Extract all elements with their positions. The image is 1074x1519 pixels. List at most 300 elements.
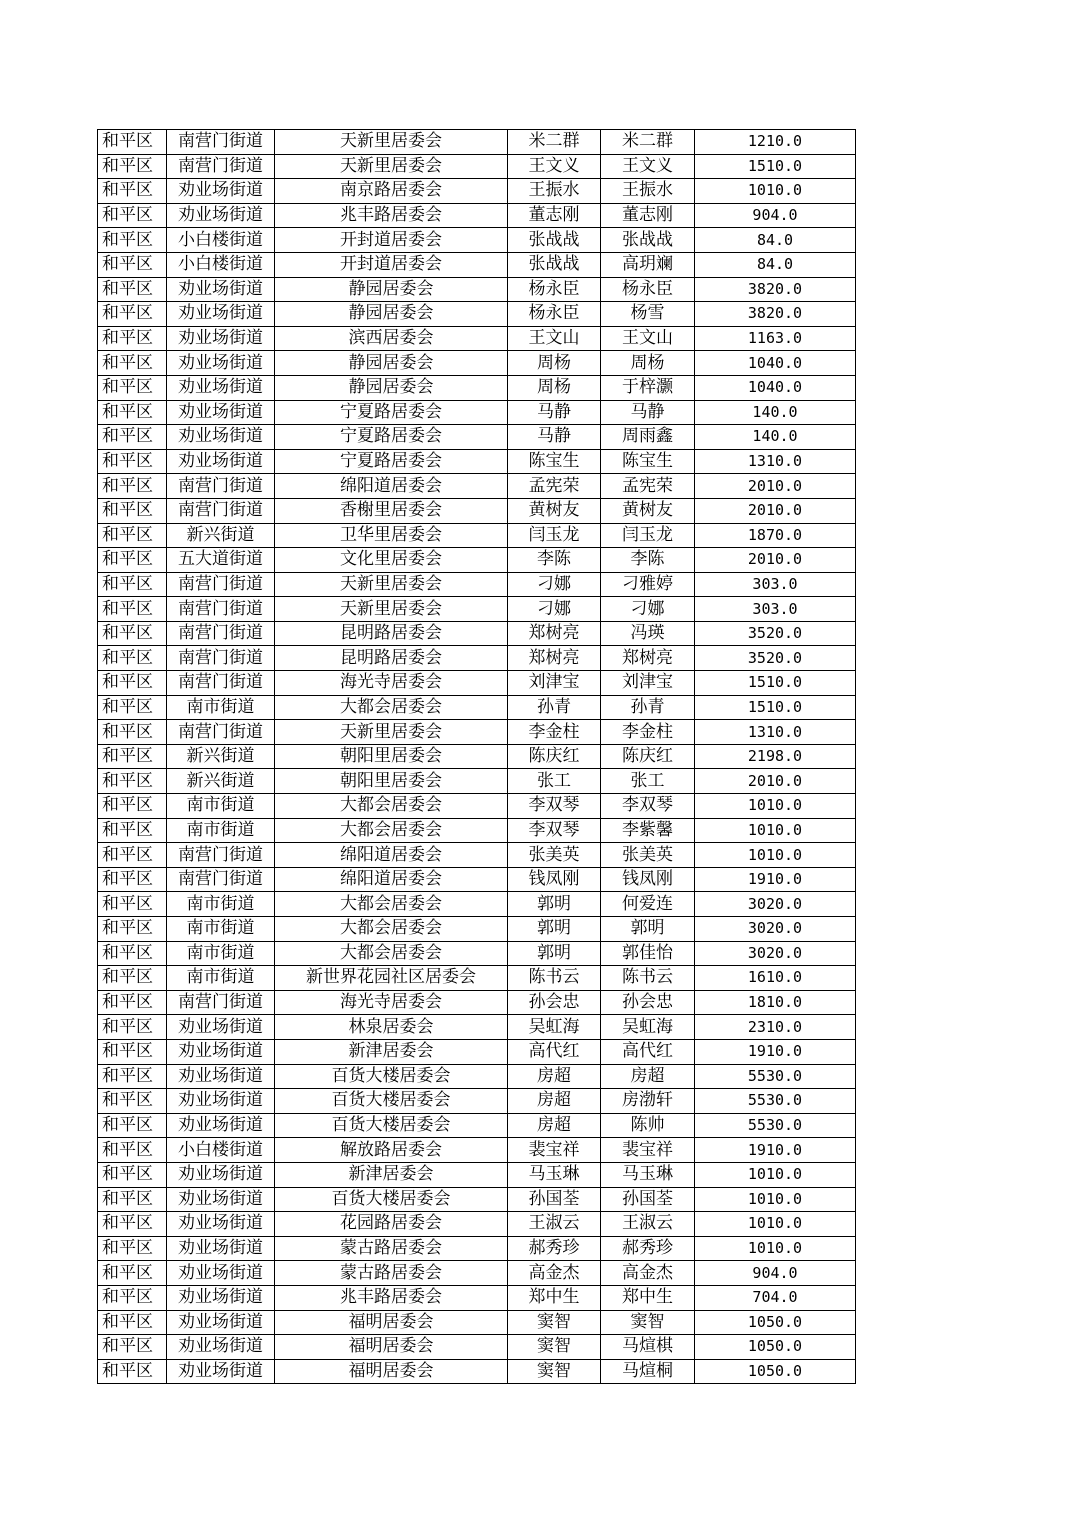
member-cell: 孙国荃	[601, 1187, 695, 1212]
committee-cell: 新世界花园社区居委会	[275, 966, 508, 991]
district-cell: 和平区	[98, 1113, 167, 1138]
district-cell: 和平区	[98, 720, 167, 745]
householder-cell: 张工	[508, 769, 601, 794]
district-cell: 和平区	[98, 1212, 167, 1237]
table-row	[98, 621, 856, 646]
committee-cell: 大都会居委会	[275, 794, 508, 819]
amount-cell: 904.0	[695, 1261, 856, 1286]
amount-cell: 140.0	[695, 425, 856, 450]
committee-cell: 天新里居委会	[275, 130, 508, 155]
table-row	[98, 818, 856, 843]
district-cell: 和平区	[98, 1187, 167, 1212]
table-row	[98, 769, 856, 794]
householder-cell: 李双琴	[508, 818, 601, 843]
member-cell: 郑树亮	[601, 646, 695, 671]
table-row	[98, 572, 856, 597]
table-row	[98, 1261, 856, 1286]
committee-cell: 百货大楼居委会	[275, 1187, 508, 1212]
amount-cell: 2010.0	[695, 769, 856, 794]
district-cell: 和平区	[98, 572, 167, 597]
householder-cell: 陈庆红	[508, 744, 601, 769]
district-cell: 和平区	[98, 818, 167, 843]
district-cell: 和平区	[98, 892, 167, 917]
district-cell: 和平区	[98, 1261, 167, 1286]
table-row	[98, 744, 856, 769]
member-cell: 董志刚	[601, 203, 695, 228]
committee-cell: 昆明路居委会	[275, 621, 508, 646]
district-cell: 和平区	[98, 375, 167, 400]
amount-cell: 3020.0	[695, 917, 856, 942]
table-row	[98, 1015, 856, 1040]
committee-cell: 蒙古路居委会	[275, 1236, 508, 1261]
member-cell: 陈庆红	[601, 744, 695, 769]
street-cell: 南市街道	[167, 794, 275, 819]
district-cell: 和平区	[98, 843, 167, 868]
district-cell: 和平区	[98, 990, 167, 1015]
amount-cell: 704.0	[695, 1285, 856, 1310]
householder-cell: 李陈	[508, 548, 601, 573]
table-row	[98, 695, 856, 720]
member-cell: 王淑云	[601, 1212, 695, 1237]
amount-cell: 3820.0	[695, 302, 856, 327]
member-cell: 陈帅	[601, 1113, 695, 1138]
street-cell: 劝业场街道	[167, 203, 275, 228]
committee-cell: 开封道居委会	[275, 228, 508, 253]
district-cell: 和平区	[98, 400, 167, 425]
district-cell: 和平区	[98, 154, 167, 179]
member-cell: 吴虹海	[601, 1015, 695, 1040]
district-cell: 和平区	[98, 769, 167, 794]
amount-cell: 303.0	[695, 597, 856, 622]
member-cell: 周杨	[601, 351, 695, 376]
street-cell: 南市街道	[167, 695, 275, 720]
street-cell: 劝业场街道	[167, 425, 275, 450]
district-cell: 和平区	[98, 1039, 167, 1064]
district-cell: 和平区	[98, 1335, 167, 1360]
district-cell: 和平区	[98, 1089, 167, 1114]
table-row	[98, 867, 856, 892]
district-cell: 和平区	[98, 1236, 167, 1261]
table-row	[98, 794, 856, 819]
table-row	[98, 474, 856, 499]
householder-cell: 郑树亮	[508, 621, 601, 646]
member-cell: 闫玉龙	[601, 523, 695, 548]
amount-cell: 1050.0	[695, 1335, 856, 1360]
amount-cell: 2010.0	[695, 548, 856, 573]
street-cell: 南营门街道	[167, 720, 275, 745]
member-cell: 孟宪荣	[601, 474, 695, 499]
committee-cell: 福明居委会	[275, 1335, 508, 1360]
street-cell: 五大道街道	[167, 548, 275, 573]
street-cell: 南营门街道	[167, 867, 275, 892]
committee-cell: 滨西居委会	[275, 326, 508, 351]
street-cell: 新兴街道	[167, 744, 275, 769]
member-cell: 裴宝祥	[601, 1138, 695, 1163]
committee-cell: 静园居委会	[275, 277, 508, 302]
amount-cell: 1010.0	[695, 1187, 856, 1212]
district-cell: 和平区	[98, 917, 167, 942]
table-row	[98, 1212, 856, 1237]
householder-cell: 马静	[508, 400, 601, 425]
householder-cell: 闫玉龙	[508, 523, 601, 548]
street-cell: 南营门街道	[167, 154, 275, 179]
district-cell: 和平区	[98, 130, 167, 155]
street-cell: 劝业场街道	[167, 1310, 275, 1335]
table-row	[98, 1089, 856, 1114]
table-row	[98, 892, 856, 917]
amount-cell: 3520.0	[695, 646, 856, 671]
member-cell: 高代红	[601, 1039, 695, 1064]
street-cell: 劝业场街道	[167, 1212, 275, 1237]
table-row	[98, 203, 856, 228]
table-row	[98, 843, 856, 868]
district-cell: 和平区	[98, 867, 167, 892]
householder-cell: 李双琴	[508, 794, 601, 819]
street-cell: 南营门街道	[167, 572, 275, 597]
householder-cell: 孙青	[508, 695, 601, 720]
member-cell: 周雨鑫	[601, 425, 695, 450]
table-row	[98, 1335, 856, 1360]
amount-cell: 84.0	[695, 252, 856, 277]
district-cell: 和平区	[98, 449, 167, 474]
committee-cell: 绵阳道居委会	[275, 474, 508, 499]
district-cell: 和平区	[98, 228, 167, 253]
member-cell: 郝秀珍	[601, 1236, 695, 1261]
householder-cell: 张战战	[508, 228, 601, 253]
street-cell: 劝业场街道	[167, 302, 275, 327]
member-cell: 王文义	[601, 154, 695, 179]
householder-cell: 张战战	[508, 252, 601, 277]
committee-cell: 天新里居委会	[275, 154, 508, 179]
street-cell: 劝业场街道	[167, 1261, 275, 1286]
committee-cell: 静园居委会	[275, 375, 508, 400]
committee-cell: 蒙古路居委会	[275, 1261, 508, 1286]
district-cell: 和平区	[98, 1015, 167, 1040]
street-cell: 南市街道	[167, 917, 275, 942]
street-cell: 劝业场街道	[167, 400, 275, 425]
householder-cell: 马静	[508, 425, 601, 450]
amount-cell: 3020.0	[695, 892, 856, 917]
table-row	[98, 425, 856, 450]
district-cell: 和平区	[98, 794, 167, 819]
amount-cell: 1310.0	[695, 720, 856, 745]
committee-cell: 海光寺居委会	[275, 990, 508, 1015]
amount-cell: 1610.0	[695, 966, 856, 991]
street-cell: 劝业场街道	[167, 326, 275, 351]
amount-cell: 1910.0	[695, 867, 856, 892]
district-cell: 和平区	[98, 1064, 167, 1089]
householder-cell: 孙国荃	[508, 1187, 601, 1212]
member-cell: 张战战	[601, 228, 695, 253]
street-cell: 南营门街道	[167, 990, 275, 1015]
street-cell: 劝业场街道	[167, 179, 275, 204]
householder-cell: 李金柱	[508, 720, 601, 745]
street-cell: 南市街道	[167, 892, 275, 917]
table-row	[98, 1187, 856, 1212]
district-cell: 和平区	[98, 523, 167, 548]
member-cell: 张工	[601, 769, 695, 794]
member-cell: 马煊棋	[601, 1335, 695, 1360]
table-row	[98, 1359, 856, 1384]
member-cell: 高玥斓	[601, 252, 695, 277]
committee-cell: 朝阳里居委会	[275, 769, 508, 794]
amount-cell: 1210.0	[695, 130, 856, 155]
street-cell: 劝业场街道	[167, 1064, 275, 1089]
committee-cell: 兆丰路居委会	[275, 1285, 508, 1310]
street-cell: 南市街道	[167, 941, 275, 966]
table-row	[98, 449, 856, 474]
table-row	[98, 252, 856, 277]
amount-cell: 1163.0	[695, 326, 856, 351]
district-cell: 和平区	[98, 425, 167, 450]
member-cell: 马静	[601, 400, 695, 425]
committee-cell: 宁夏路居委会	[275, 400, 508, 425]
committee-cell: 花园路居委会	[275, 1212, 508, 1237]
member-cell: 马煊桐	[601, 1359, 695, 1384]
district-cell: 和平区	[98, 597, 167, 622]
amount-cell: 1040.0	[695, 351, 856, 376]
street-cell: 南营门街道	[167, 621, 275, 646]
amount-cell: 1510.0	[695, 671, 856, 696]
amount-cell: 2010.0	[695, 498, 856, 523]
amount-cell: 84.0	[695, 228, 856, 253]
table-row	[98, 154, 856, 179]
householder-cell: 孟宪荣	[508, 474, 601, 499]
member-cell: 孙青	[601, 695, 695, 720]
amount-cell: 1010.0	[695, 179, 856, 204]
member-cell: 马玉琳	[601, 1162, 695, 1187]
member-cell: 高金杰	[601, 1261, 695, 1286]
householder-cell: 裴宝祥	[508, 1138, 601, 1163]
street-cell: 小白楼街道	[167, 252, 275, 277]
member-cell: 郑中生	[601, 1285, 695, 1310]
table-row	[98, 917, 856, 942]
amount-cell: 5530.0	[695, 1089, 856, 1114]
table-row	[98, 498, 856, 523]
amount-cell: 5530.0	[695, 1113, 856, 1138]
householder-cell: 黄树友	[508, 498, 601, 523]
householder-cell: 王文义	[508, 154, 601, 179]
member-cell: 冯瑛	[601, 621, 695, 646]
district-cell: 和平区	[98, 498, 167, 523]
street-cell: 南营门街道	[167, 474, 275, 499]
householder-cell: 陈书云	[508, 966, 601, 991]
householder-cell: 郑树亮	[508, 646, 601, 671]
committee-cell: 大都会居委会	[275, 917, 508, 942]
member-cell: 陈书云	[601, 966, 695, 991]
amount-cell: 1050.0	[695, 1359, 856, 1384]
householder-cell: 杨永臣	[508, 277, 601, 302]
householder-cell: 窦智	[508, 1335, 601, 1360]
table-row	[98, 400, 856, 425]
amount-cell: 1010.0	[695, 794, 856, 819]
householder-cell: 房超	[508, 1089, 601, 1114]
table-row	[98, 1039, 856, 1064]
amount-cell: 303.0	[695, 572, 856, 597]
committee-cell: 林泉居委会	[275, 1015, 508, 1040]
street-cell: 劝业场街道	[167, 1236, 275, 1261]
member-cell: 房渤轩	[601, 1089, 695, 1114]
householder-cell: 张美英	[508, 843, 601, 868]
table-row	[98, 671, 856, 696]
street-cell: 南营门街道	[167, 646, 275, 671]
street-cell: 劝业场街道	[167, 449, 275, 474]
table-row	[98, 523, 856, 548]
street-cell: 劝业场街道	[167, 1015, 275, 1040]
committee-cell: 开封道居委会	[275, 252, 508, 277]
table-row	[98, 597, 856, 622]
member-cell: 张美英	[601, 843, 695, 868]
district-cell: 和平区	[98, 1285, 167, 1310]
committee-cell: 绵阳道居委会	[275, 867, 508, 892]
street-cell: 劝业场街道	[167, 1335, 275, 1360]
district-cell: 和平区	[98, 277, 167, 302]
householder-cell: 杨永臣	[508, 302, 601, 327]
member-cell: 刁娜	[601, 597, 695, 622]
district-cell: 和平区	[98, 203, 167, 228]
amount-cell: 2198.0	[695, 744, 856, 769]
district-cell: 和平区	[98, 179, 167, 204]
committee-cell: 百货大楼居委会	[275, 1064, 508, 1089]
member-cell: 李双琴	[601, 794, 695, 819]
amount-cell: 904.0	[695, 203, 856, 228]
table-row	[98, 720, 856, 745]
street-cell: 劝业场街道	[167, 1039, 275, 1064]
householder-cell: 吴虹海	[508, 1015, 601, 1040]
street-cell: 南营门街道	[167, 597, 275, 622]
committee-cell: 静园居委会	[275, 351, 508, 376]
committee-cell: 天新里居委会	[275, 720, 508, 745]
district-cell: 和平区	[98, 326, 167, 351]
table-row	[98, 990, 856, 1015]
householder-cell: 陈宝生	[508, 449, 601, 474]
committee-cell: 大都会居委会	[275, 695, 508, 720]
householder-cell: 董志刚	[508, 203, 601, 228]
committee-cell: 绵阳道居委会	[275, 843, 508, 868]
street-cell: 南营门街道	[167, 843, 275, 868]
householder-cell: 房超	[508, 1113, 601, 1138]
amount-cell: 5530.0	[695, 1064, 856, 1089]
member-cell: 房超	[601, 1064, 695, 1089]
district-cell: 和平区	[98, 252, 167, 277]
street-cell: 南营门街道	[167, 130, 275, 155]
table-row	[98, 1064, 856, 1089]
committee-cell: 静园居委会	[275, 302, 508, 327]
amount-cell: 1510.0	[695, 154, 856, 179]
street-cell: 劝业场街道	[167, 1162, 275, 1187]
street-cell: 劝业场街道	[167, 1089, 275, 1114]
table-row	[98, 1310, 856, 1335]
householder-cell: 周杨	[508, 375, 601, 400]
street-cell: 劝业场街道	[167, 375, 275, 400]
amount-cell: 1810.0	[695, 990, 856, 1015]
householder-cell: 王振水	[508, 179, 601, 204]
committee-cell: 卫华里居委会	[275, 523, 508, 548]
amount-cell: 1910.0	[695, 1138, 856, 1163]
district-cell: 和平区	[98, 941, 167, 966]
district-cell: 和平区	[98, 744, 167, 769]
committee-cell: 天新里居委会	[275, 597, 508, 622]
committee-cell: 新津居委会	[275, 1039, 508, 1064]
committee-cell: 大都会居委会	[275, 941, 508, 966]
table-row	[98, 130, 856, 155]
committee-cell: 文化里居委会	[275, 548, 508, 573]
householder-cell: 王文山	[508, 326, 601, 351]
amount-cell: 1050.0	[695, 1310, 856, 1335]
street-cell: 南营门街道	[167, 671, 275, 696]
amount-cell: 3820.0	[695, 277, 856, 302]
committee-cell: 福明居委会	[275, 1310, 508, 1335]
amount-cell: 1870.0	[695, 523, 856, 548]
amount-cell: 1310.0	[695, 449, 856, 474]
householder-cell: 马玉琳	[508, 1162, 601, 1187]
district-cell: 和平区	[98, 302, 167, 327]
table-row	[98, 179, 856, 204]
member-cell: 何爱连	[601, 892, 695, 917]
householder-cell: 高金杰	[508, 1261, 601, 1286]
householder-cell: 郝秀珍	[508, 1236, 601, 1261]
street-cell: 劝业场街道	[167, 1359, 275, 1384]
table-row	[98, 1113, 856, 1138]
table-row	[98, 302, 856, 327]
table-row	[98, 1162, 856, 1187]
householder-cell: 米二群	[508, 130, 601, 155]
householder-cell: 郭明	[508, 892, 601, 917]
member-cell: 米二群	[601, 130, 695, 155]
amount-cell: 1010.0	[695, 1162, 856, 1187]
householder-cell: 王淑云	[508, 1212, 601, 1237]
householder-cell: 孙会忠	[508, 990, 601, 1015]
amount-cell: 3020.0	[695, 941, 856, 966]
member-cell: 杨永臣	[601, 277, 695, 302]
householder-cell: 刁娜	[508, 597, 601, 622]
committee-cell: 香榭里居委会	[275, 498, 508, 523]
district-cell: 和平区	[98, 474, 167, 499]
district-cell: 和平区	[98, 351, 167, 376]
street-cell: 劝业场街道	[167, 277, 275, 302]
street-cell: 劝业场街道	[167, 1113, 275, 1138]
table-row	[98, 941, 856, 966]
street-cell: 劝业场街道	[167, 1285, 275, 1310]
table-row	[98, 1236, 856, 1261]
district-cell: 和平区	[98, 1138, 167, 1163]
table-row	[98, 1138, 856, 1163]
street-cell: 南营门街道	[167, 498, 275, 523]
committee-cell: 海光寺居委会	[275, 671, 508, 696]
table-row	[98, 966, 856, 991]
street-cell: 小白楼街道	[167, 228, 275, 253]
committee-cell: 大都会居委会	[275, 818, 508, 843]
committee-cell: 百货大楼居委会	[275, 1089, 508, 1114]
district-cell: 和平区	[98, 966, 167, 991]
amount-cell: 1510.0	[695, 695, 856, 720]
householder-cell: 郭明	[508, 917, 601, 942]
street-cell: 小白楼街道	[167, 1138, 275, 1163]
householder-cell: 刘津宝	[508, 671, 601, 696]
member-cell: 刘津宝	[601, 671, 695, 696]
householder-cell: 周杨	[508, 351, 601, 376]
table-row	[98, 548, 856, 573]
member-cell: 陈宝生	[601, 449, 695, 474]
member-cell: 杨雪	[601, 302, 695, 327]
householder-cell: 窦智	[508, 1310, 601, 1335]
member-cell: 黄树友	[601, 498, 695, 523]
householder-cell: 钱凤刚	[508, 867, 601, 892]
member-cell: 王振水	[601, 179, 695, 204]
committee-cell: 大都会居委会	[275, 892, 508, 917]
member-cell: 刁雅婷	[601, 572, 695, 597]
committee-cell: 天新里居委会	[275, 572, 508, 597]
